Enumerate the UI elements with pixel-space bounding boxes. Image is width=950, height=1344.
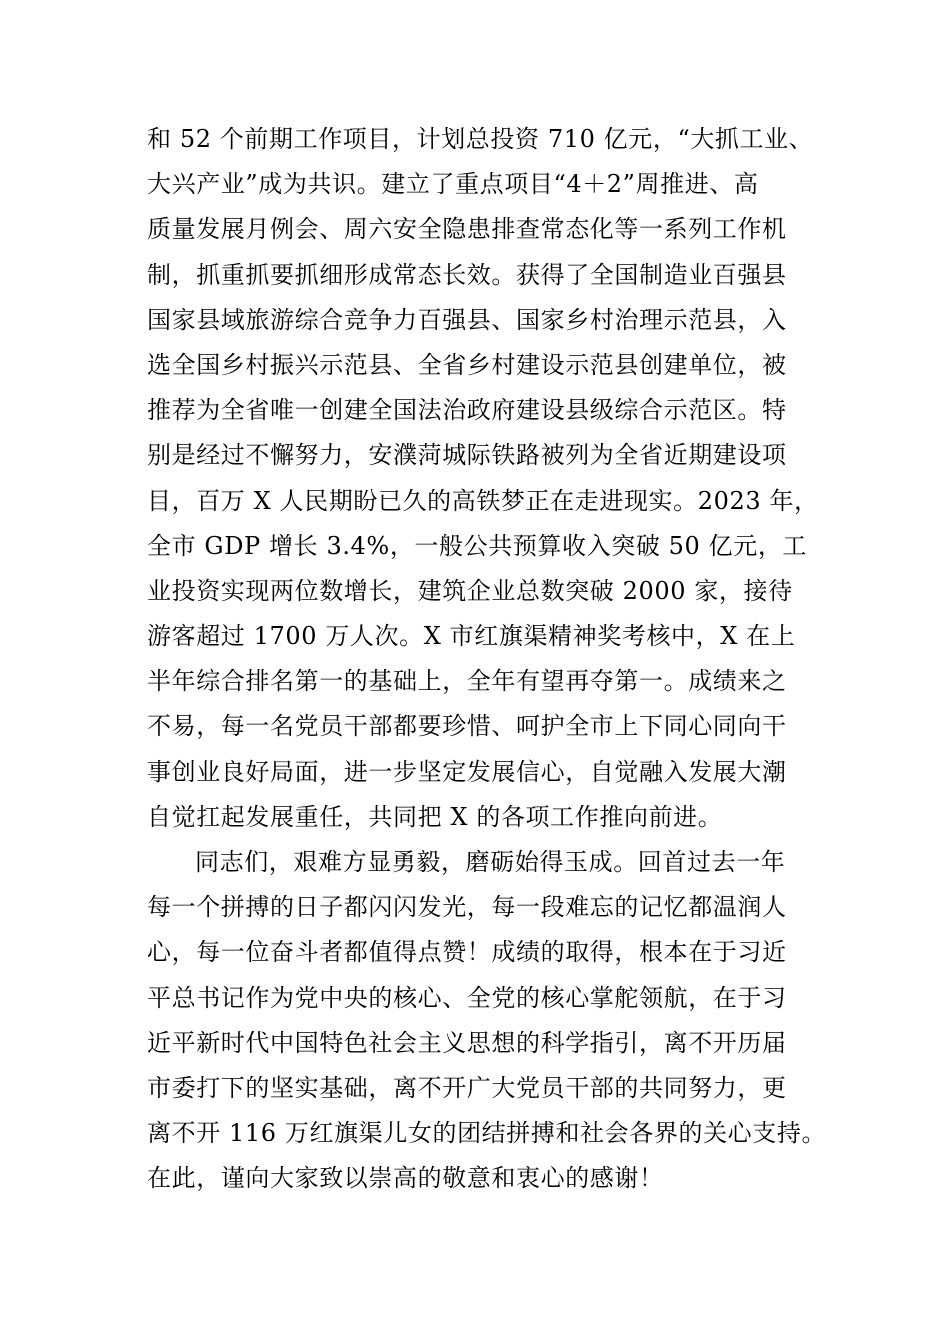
text-line: 质量发展月例会、周六安全隐患排查常态化等一系列工作机	[147, 215, 787, 244]
text-line: 推荐为全省唯一创建全国法治政府建设县级综合示范区。特	[147, 396, 787, 425]
text-line: 别是经过不懈努力，安濮菏城际铁路被列为全省近期建设项	[147, 441, 787, 470]
text-line: 每一个拼搏的日子都闪闪发光，每一段难忘的记忆都温润人	[147, 893, 787, 922]
text-line: 事创业良好局面，进一步坚定发展信心，自觉融入发展大潮	[147, 757, 787, 786]
text-line: 市委打下的坚实基础，离不开广大党员干部的共同努力，更	[147, 1073, 787, 1102]
body-text	[147, 117, 847, 1202]
text-line: 半年综合排名第一的基础上，全年有望再夺第一。成绩来之	[147, 667, 787, 696]
text-line: 平总书记作为党中央的核心、全党的核心掌舵领航，在于习	[147, 983, 787, 1012]
text-line: 和 52 个前期工作项目，计划总投资 710 亿元，“大抓工业、	[147, 125, 814, 153]
text-line: 自觉扛起发展重任，共同把 X 的各项工作推向前进。	[147, 802, 723, 831]
text-line: 心，每一位奋斗者都值得点赞！成绩的取得，根本在于习近	[147, 938, 787, 967]
paragraph-start-line: 同志们，艰难方显勇毅，磨砺始得玉成。回首过去一年	[195, 848, 786, 876]
text-line: 制，抓重抓要抓细形成常态长效。获得了全国制造业百强县	[147, 260, 787, 289]
text-line: 近平新时代中国特色社会主义思想的科学指引，离不开历届	[147, 1028, 787, 1057]
text-line: 目，百万 X 人民期盼已久的高铁梦正在走进现实。2023 年，	[147, 486, 819, 515]
text-line: 全市 GDP 增长 3.4%，一般公共预算收入突破 50 亿元，工	[147, 531, 808, 560]
text-line: 游客超过 1700 万人次。X 市红旗渠精神奖考核中，X 在上	[147, 622, 796, 651]
text-line: 国家县域旅游综合竞争力百强县、国家乡村治理示范县，入	[147, 305, 787, 334]
text-line: 大兴产业”成为共识。建立了重点项目“4＋2”周推进、高	[147, 170, 759, 199]
text-line: 离不开 116 万红旗渠儿女的团结拼搏和社会各界的关心支持。	[147, 1119, 827, 1148]
text-line: 选全国乡村振兴示范县、全省乡村建设示范县创建单位，被	[147, 350, 787, 379]
text-line: 不易，每一名党员干部都要珍惜、呵护全市上下同心同向干	[147, 712, 787, 741]
text-line: 在此，谨向大家致以崇高的敬意和衷心的感谢！	[147, 1164, 664, 1193]
text-line: 业投资实现两位数增长，建筑企业总数突破 2000 家，接待	[147, 576, 793, 605]
